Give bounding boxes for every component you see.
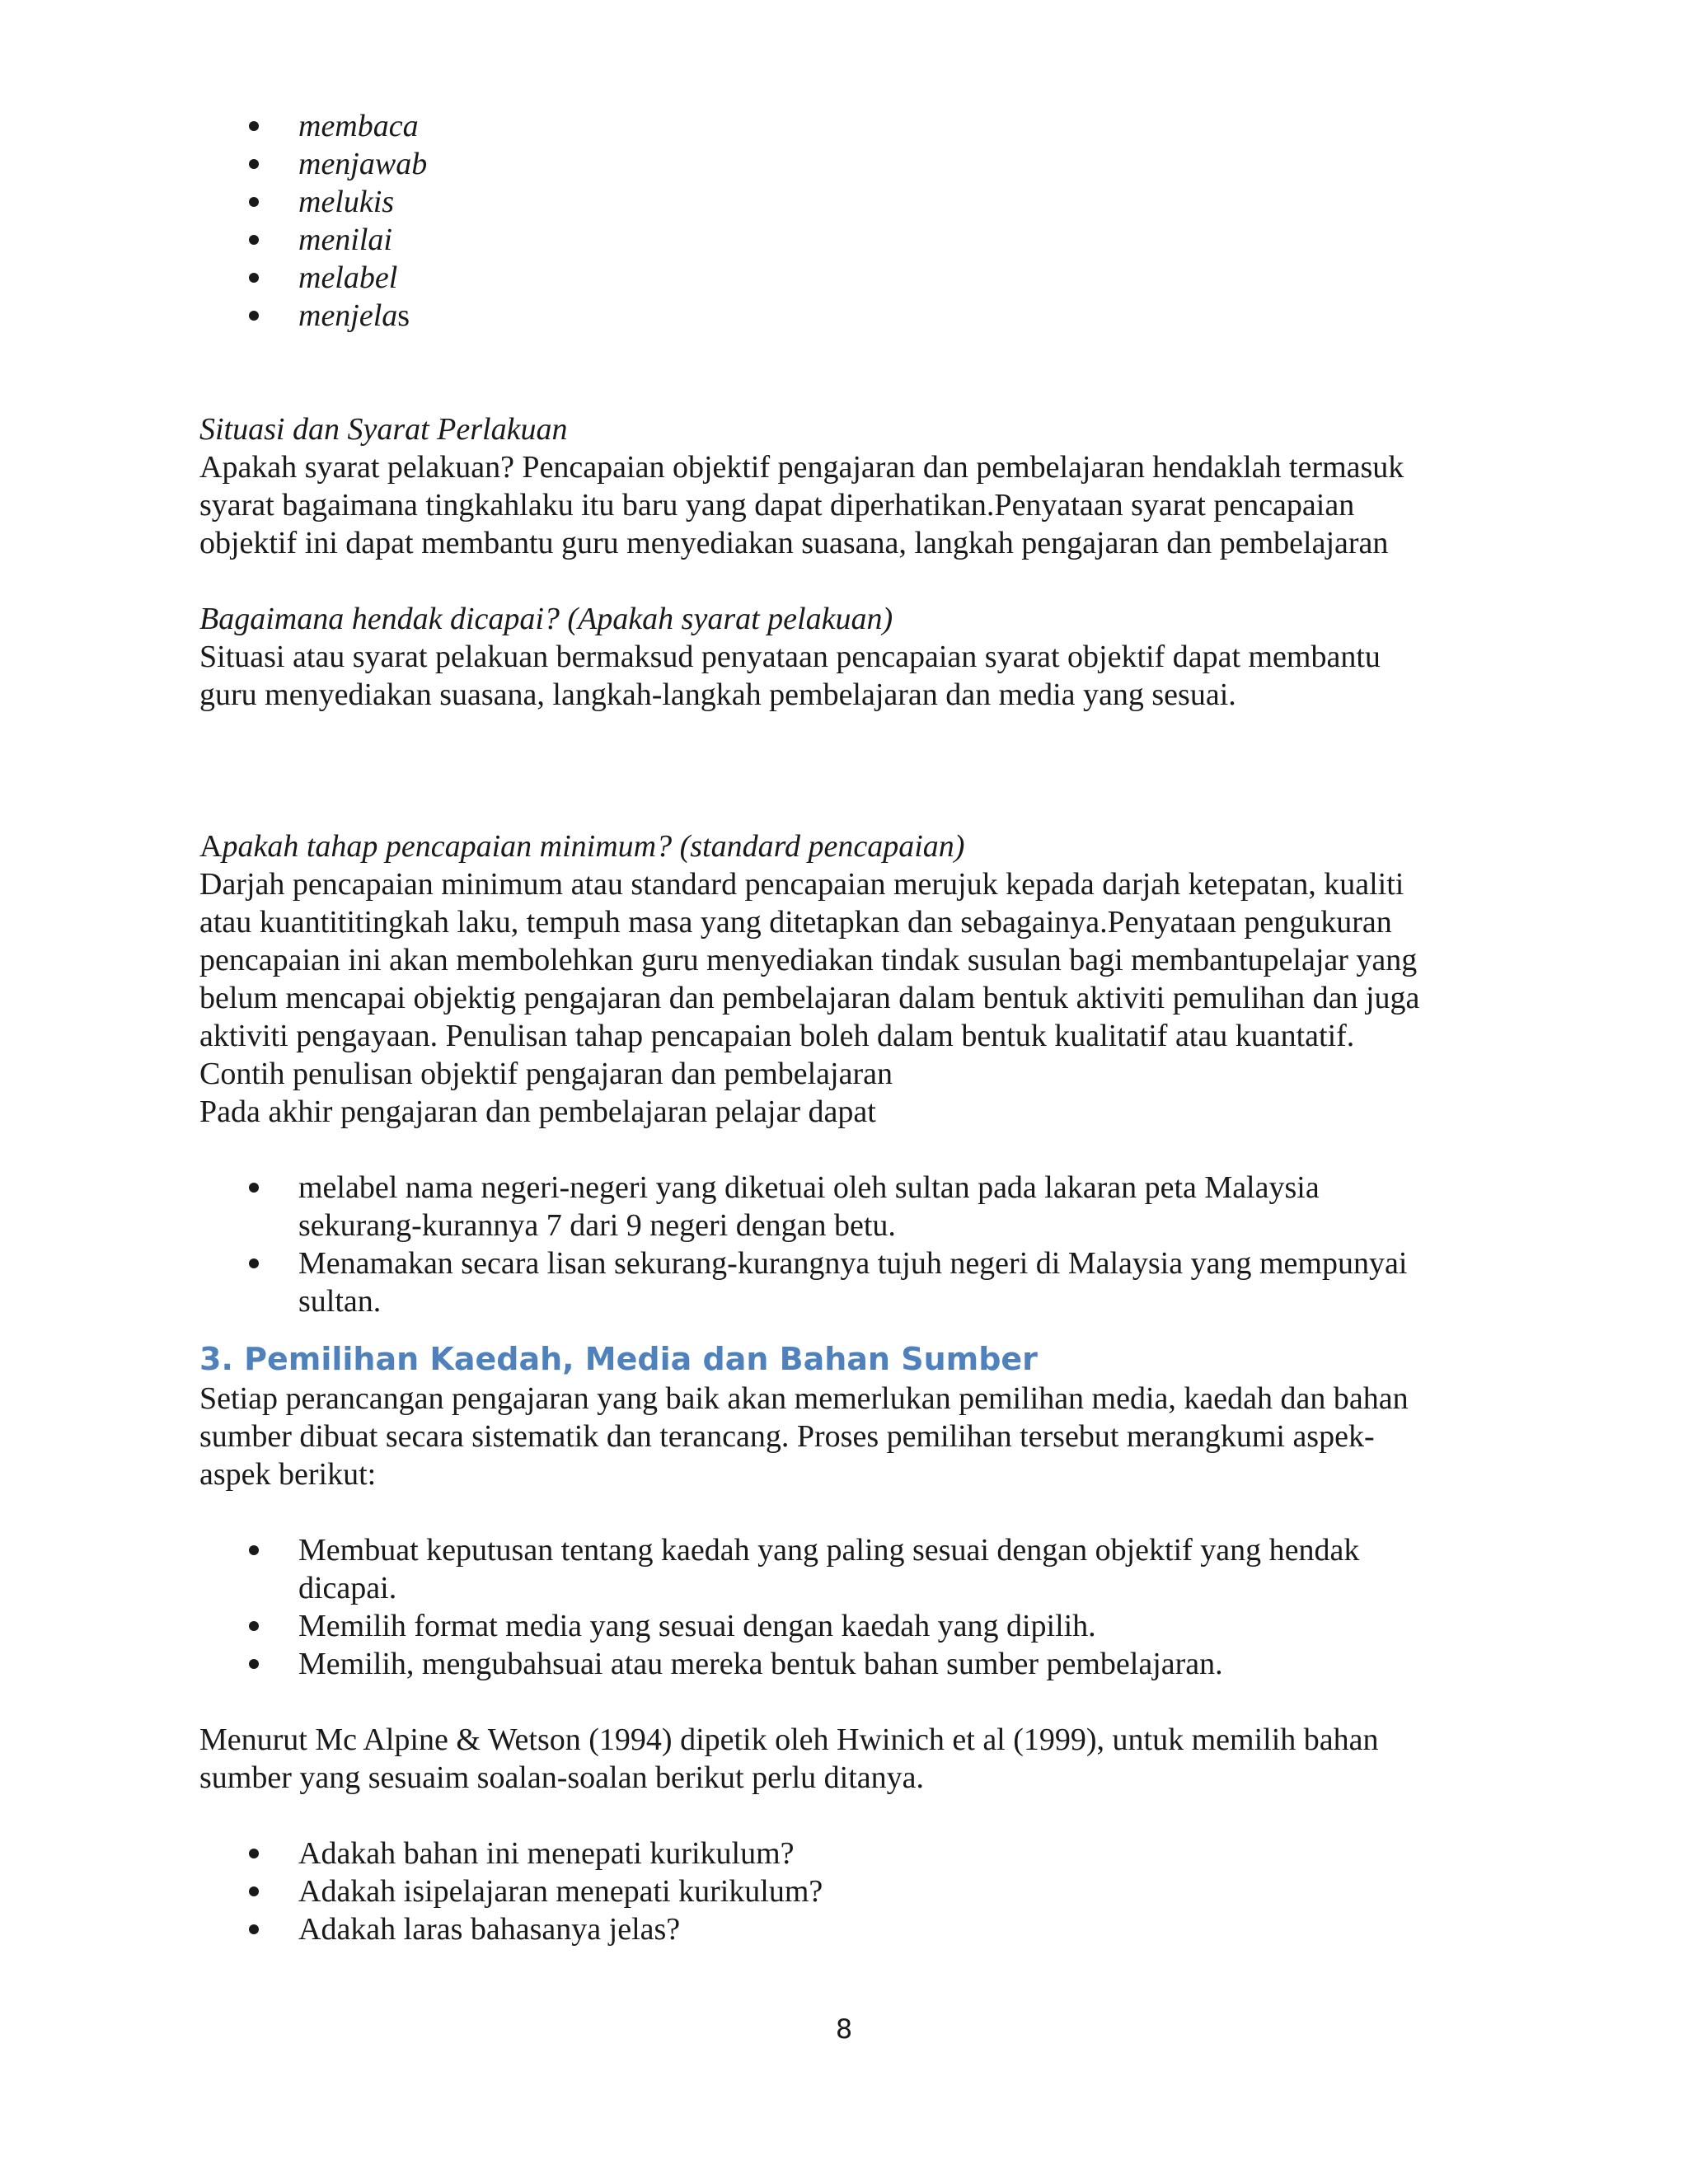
page-content bbox=[199, 107, 1518, 1948]
paragraph-line: Situasi atau syarat pelakuan bermaksud penyataan pencapaian syarat objektif dapat membantu bbox=[199, 640, 1381, 674]
list-item: melabel bbox=[199, 259, 1518, 297]
bullet-icon bbox=[249, 1924, 259, 1934]
bullet-icon bbox=[249, 1849, 259, 1858]
paragraph-line: objektif ini dapat membantu guru menyediakan suasana, langkah pengajaran dan pembelajaran bbox=[199, 526, 1389, 560]
section-heading-tahap: Apakah tahap pencapaian minimum? (standard pencapaian) bbox=[199, 829, 965, 864]
list-item: Adakah bahan ini menepati kurikulum? bbox=[199, 1835, 1518, 1872]
objectives-list bbox=[199, 1169, 1518, 1320]
bullet-icon bbox=[249, 273, 259, 283]
list-item: Memilih format media yang sesuai dengan kaedah yang dipilih. bbox=[199, 1607, 1518, 1645]
bullet-icon bbox=[249, 159, 259, 169]
list-item: Memilih, mengubahsuai atau mereka bentuk bahan sumber pembelajaran. bbox=[199, 1645, 1518, 1683]
paragraph-line: Contih penulisan objektif pengajaran dan pembelajaran bbox=[199, 1057, 893, 1091]
list-item: Adakah isipelajaran menepati kurikulum? bbox=[199, 1872, 1518, 1910]
bullet-icon bbox=[249, 1659, 259, 1669]
list-item: membaca bbox=[199, 107, 1518, 145]
bullet-icon bbox=[249, 197, 259, 207]
section-heading-bagaimana: Bagaimana hendak dicapai? (Apakah syarat pelakuan) bbox=[199, 602, 893, 636]
bullet-icon bbox=[249, 1258, 259, 1268]
paragraph-line: syarat bagaimana tingkahlaku itu baru yang dapat diperhatikan.Penyataan syarat pencapaian bbox=[199, 488, 1355, 523]
paragraph-line: Darjah pencapaian minimum atau standard pencapaian merujuk kepada darjah ketepatan, kualiti bbox=[199, 867, 1404, 902]
paragraph-line: sumber dibuat secara sistematik dan terancang. Proses pemilihan tersebut merangkumi aspek- bbox=[199, 1419, 1375, 1454]
list-item: menjelas bbox=[199, 297, 1518, 335]
list-item: menilai bbox=[199, 221, 1518, 259]
paragraph-line: aktiviti pengayaan. Penulisan tahap pencapaian boleh dalam bentuk kualitatif atau kuantatif. bbox=[199, 1019, 1355, 1053]
bullet-icon bbox=[249, 121, 259, 131]
bullet-icon bbox=[249, 1545, 259, 1555]
paragraph-line: sumber yang sesuaim soalan-soalan berikut perlu ditanya. bbox=[199, 1760, 925, 1795]
bullet-icon bbox=[249, 1886, 259, 1896]
list-item: Membuat keputusan tentang kaedah yang paling sesuai dengan objektif yang hendak dicapai. bbox=[199, 1531, 1518, 1607]
paragraph-line: guru menyediakan suasana, langkah-langkah pembelajaran dan media yang sesuai. bbox=[199, 677, 1236, 712]
section-heading-situasi: Situasi dan Syarat Perlakuan bbox=[199, 412, 568, 447]
paragraph-line: atau kuantititingkah laku, tempuh masa yang ditetapkan dan sebagainya.Penyataan pengukuran bbox=[199, 905, 1392, 940]
section-heading-3: 3. Pemilihan Kaedah, Media dan Bahan Sumber bbox=[199, 1341, 1038, 1377]
list-item: menjawab bbox=[199, 145, 1518, 183]
paragraph-line: Setiap perancangan pengajaran yang baik akan memerlukan pemilihan media, kaedah dan bahan bbox=[199, 1381, 1409, 1416]
list-item: melukis bbox=[199, 183, 1518, 221]
bullet-icon bbox=[249, 1621, 259, 1631]
paragraph-line: aspek berikut: bbox=[199, 1457, 377, 1492]
bullet-icon bbox=[249, 1183, 259, 1193]
questions-list bbox=[199, 1835, 1518, 1948]
paragraph-line: belum mencapai objektig pengajaran dan pembelajaran dalam bentuk aktiviti pemulihan dan juga bbox=[199, 981, 1420, 1015]
bullet-icon bbox=[249, 311, 259, 321]
page-number: 8 bbox=[835, 2013, 853, 2045]
paragraph-line: pencapaian ini akan membolehkan guru menyediakan tindak susulan bagi membantupelajar yang bbox=[199, 943, 1418, 977]
list-item: Menamakan secara lisan sekurang-kurangnya tujuh negeri di Malaysia yang mempunyai sultan. bbox=[199, 1244, 1518, 1320]
paragraph-line: Pada akhir pengajaran dan pembelajaran pelajar dapat bbox=[199, 1094, 876, 1129]
list-item: melabel nama negeri-negeri yang diketuai oleh sultan pada lakaran peta Malaysia sekurang-kurannya 7 dari 9 negeri dengan betu. bbox=[199, 1169, 1518, 1244]
list-item: Adakah laras bahasanya jelas? bbox=[199, 1910, 1518, 1948]
paragraph-line: Menurut Mc Alpine & Wetson (1994) dipetik oleh Hwinich et al (1999), untuk memilih bahan bbox=[199, 1722, 1379, 1757]
bullet-icon bbox=[249, 235, 259, 245]
paragraph-line: Apakah syarat pelakuan? Pencapaian objektif pengajaran dan pembelajaran hendaklah termasuk bbox=[199, 450, 1404, 485]
selection-aspects-list bbox=[199, 1531, 1518, 1683]
verbs-list bbox=[199, 107, 1518, 335]
